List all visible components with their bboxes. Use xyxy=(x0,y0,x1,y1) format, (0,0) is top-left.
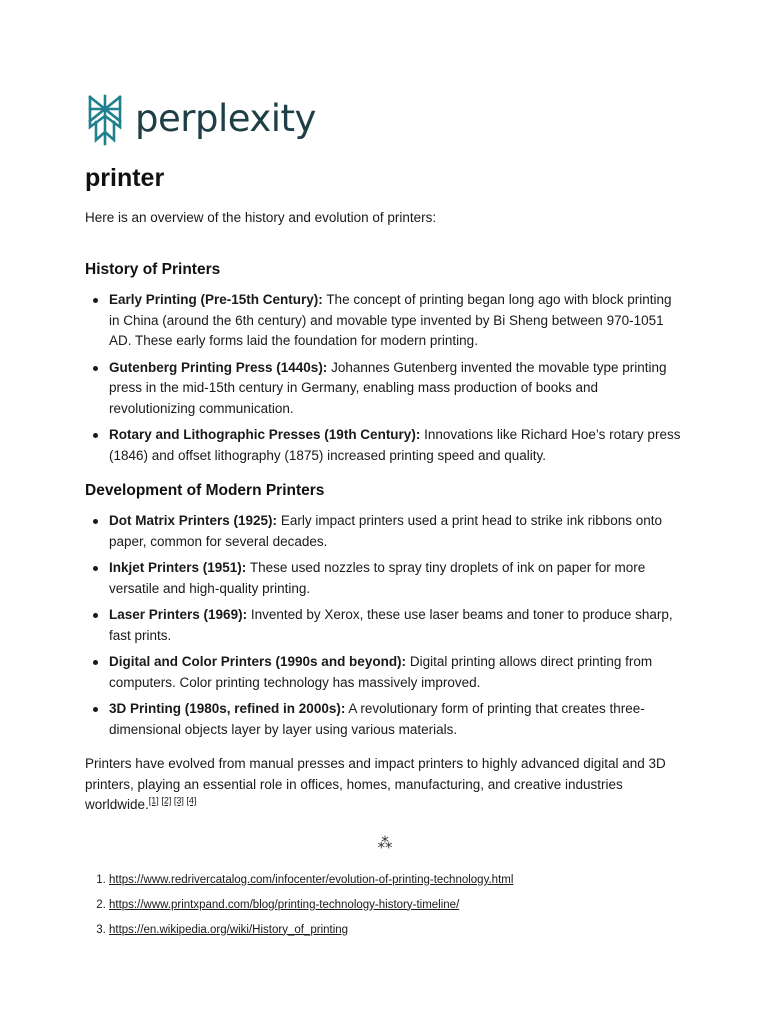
list-item-text: The concept of printing began long ago with block printing in China (around the 6th century) and movable type invented by Bi Sheng between 970-1051 AD. These early forms laid the foundation for modern printing. xyxy=(109,292,672,348)
list-item-term: Rotary and Lithographic Presses (19th Century): xyxy=(109,427,421,442)
brand-logo[interactable] xyxy=(85,92,685,148)
list-item-text: Innovations like Richard Hoe’s rotary press (1846) and offset lithography (1875) increased printing speed and quality. xyxy=(109,427,681,463)
list-item xyxy=(109,652,685,693)
summary-text: Printers have evolved from manual presses and impact printers to highly advanced digital and 3D printers, playing an essential role in offices, homes, manufacturing, and creative industries worldwide. xyxy=(85,756,666,812)
list-item-term: Digital and Color Printers (1990s and beyond): xyxy=(109,654,407,669)
section-separator: ⁂ xyxy=(377,834,393,852)
list-item xyxy=(109,358,685,420)
brand-wordmark: perplexity xyxy=(135,96,316,140)
modern-printers-list xyxy=(85,511,685,740)
list-item-term: Dot Matrix Printers (1925): xyxy=(109,513,278,528)
section-heading-history: History of Printers xyxy=(85,261,221,278)
list-item-text: Digital printing allows direct printing from computers. Color printing technology has massively improved. xyxy=(109,654,653,690)
citation-group xyxy=(149,796,197,806)
citation-link-4[interactable]: [4] xyxy=(186,795,197,806)
page-title: printer xyxy=(85,164,165,192)
reference-item xyxy=(109,897,685,913)
list-item-text: A revolutionary form of printing that creates three-dimensional objects layer by layer using various materials. xyxy=(109,701,645,737)
list-item xyxy=(109,699,685,740)
reference-link-3[interactable]: https://en.wikipedia.org/wiki/History_of_printing xyxy=(109,923,349,936)
list-item xyxy=(109,511,685,552)
list-item-term: Gutenberg Printing Press (1440s): xyxy=(109,359,328,375)
summary-paragraph xyxy=(85,754,685,816)
list-item-term: 3D Printing (1980s, refined in 2000s): xyxy=(109,701,346,716)
reference-link-2[interactable]: https://www.printxpand.com/blog/printing-technology-history-timeline/ xyxy=(109,898,460,911)
list-item-text: These used nozzles to spray tiny droplets of ink on paper for more versatile and high-quality printing. xyxy=(109,560,646,596)
list-item-text: Johannes Gutenberg invented the movable type printing press in the mid-15th century in Germany, enabling mass production of books and revolutionizing communication. xyxy=(109,359,667,416)
list-item-term: Laser Printers (1969): xyxy=(109,607,248,622)
reference-link-1[interactable]: https://www.redrivercatalog.com/infocenter/evolution-of-printing-technology.html xyxy=(109,873,514,886)
perplexity-logo-icon xyxy=(85,94,125,146)
list-item xyxy=(109,425,685,466)
intro-text: Here is an overview of the history and evolution of printers: xyxy=(85,210,437,225)
list-item-text: Invented by Xerox, these use laser beams and toner to produce sharp, fast prints. xyxy=(109,607,673,643)
reference-item xyxy=(109,872,685,888)
references-list xyxy=(85,872,685,938)
list-item xyxy=(109,290,685,352)
reference-item xyxy=(109,922,685,938)
history-list xyxy=(85,290,685,466)
list-item xyxy=(109,605,685,646)
list-item-term: Inkjet Printers (1951): xyxy=(109,560,247,575)
citation-link-3[interactable]: [3] xyxy=(173,795,184,806)
list-item-text: Early impact printers used a print head to strike ink ribbons onto paper, common for several decades. xyxy=(109,513,663,549)
list-item xyxy=(109,558,685,599)
section-heading-modern: Development of Modern Printers xyxy=(85,482,325,499)
document xyxy=(85,92,685,947)
list-item-term: Early Printing (Pre-15th Century): xyxy=(109,292,323,307)
citation-link-2[interactable]: [2] xyxy=(161,795,172,806)
citation-link-1[interactable]: [1] xyxy=(148,795,159,806)
